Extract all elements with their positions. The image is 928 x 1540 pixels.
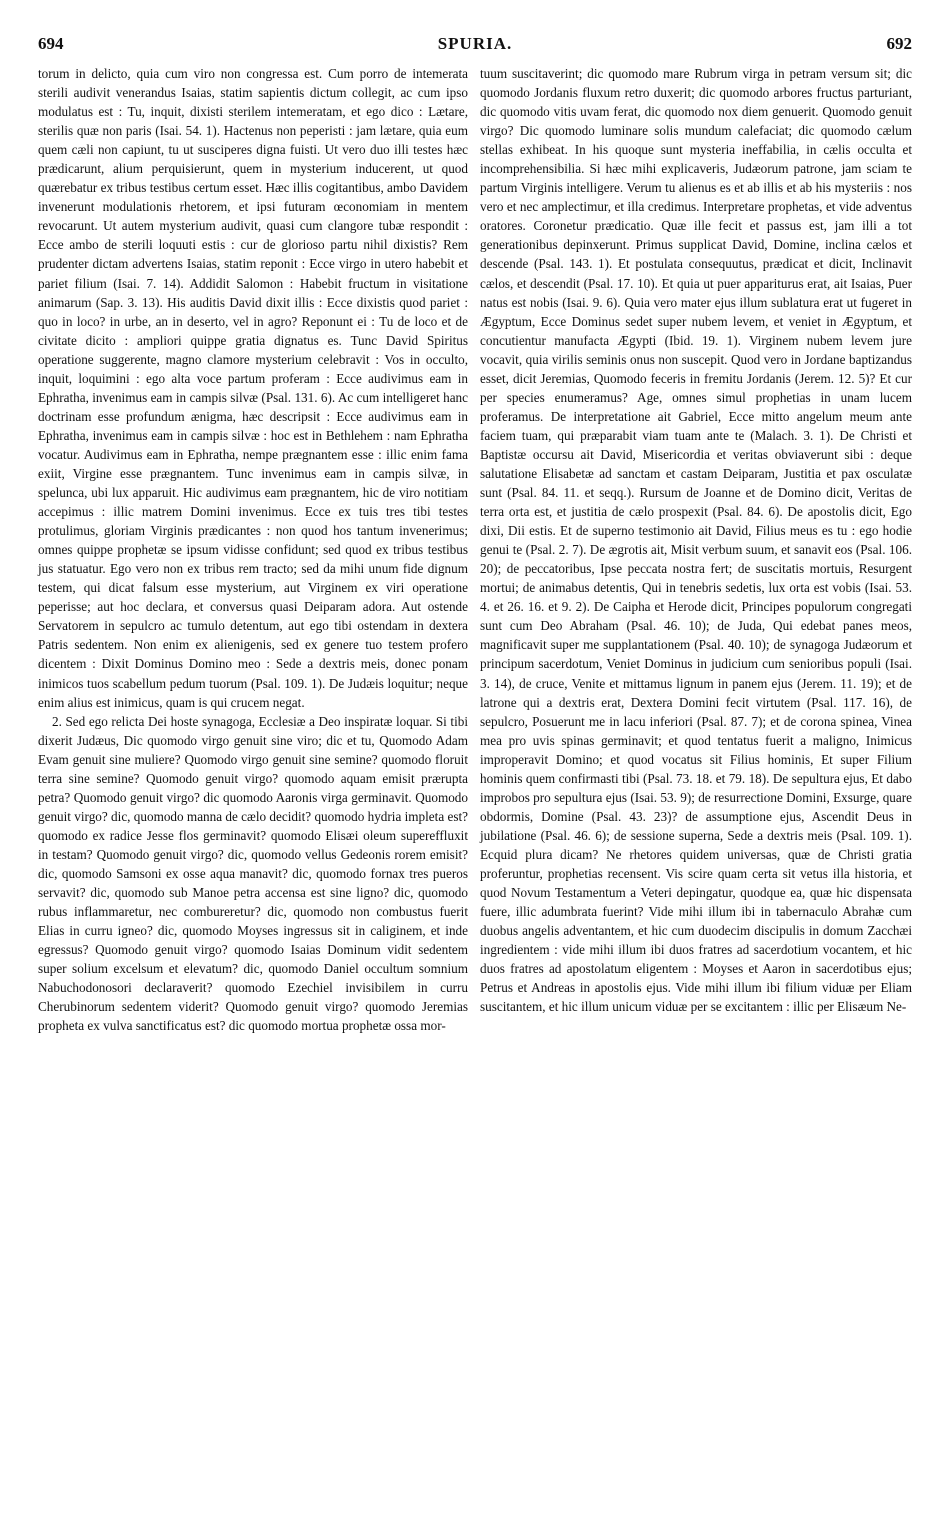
paragraph: 2. Sed ego relicta Dei hoste synagoga, Ecclesiæ a Deo inspiratæ loquar. Si tibi dixerit Judæus, Dic quomodo virgo genuit sine viro; dic et tu, Quomodo Adam Evam genuit sine muliere? Quomodo virgo genuit sine semine? quomodo floruit terra sine semine? Quomodo genuit virgo? quomodo aquam emisit prærupta petra? Quomodo genuit virgo? dic quomodo Aaronis virga germinavit. Quomodo genuit virgo? dic, quomodo manna de cælo decidit? quomodo hydria impleta est? quomodo ex radice Jesse flos germinavit? quomodo Elisæi oleum supereffluxit in testam? Quomodo genuit virgo? dic, quomodo vellus Gedeonis rorem emisit? dic, quomodo Samsoni ex osse aqua manavit? dic, quomodo fornax tres pueros servavit? dic, quomodo sub Manoe petra accensa est sine ligno? dic, quomodo rubus inflammaretur, nec combureretur? dic, quomodo non combustus fuerit Elias in curru igneo? dic, quomodo Moyses ingressus sit in caliginem, et inde egressus? Quomodo genuit virgo? quomodo Isaias Dominum vidit sedentem super solium excelsum et elevatum? dic, quomodo Daniel occultum somnium Nabuchodonosori declaraverit? quomodo Ezechiel invisibilem in curru Cherubinorum sedentem viderit? Quomodo genuit virgo? quomodo Jeremias propheta ex vulva sanctificatus est? dic quomodo mortua prophetæ ossa mor- xyxy=(38,713,468,1034)
page-number-right: 692 xyxy=(886,34,912,53)
right-column xyxy=(480,64,912,1016)
running-header xyxy=(38,34,912,56)
running-title: SPURIA. xyxy=(437,34,513,53)
left-column xyxy=(38,64,468,1035)
page-number-left: 694 xyxy=(38,34,64,53)
paragraph: tuum suscitaverint; dic quomodo mare Rubrum virga in petram versum sit; dic quomodo Jordanis fluxum retro duxerit; dic quomodo arbores fructus parturiant, dic quomodo vitis uvam ferat, dic quomodo nox diem genuerit. Quomodo genuit virgo? Dic quomodo luminare solis mundum calefaciat; dic quomodo cælum stellas exhibeat. In his quoque sunt mysteria ineffabilia, in cælis occulta et incomprehensibilia. Si hæc mihi explicaveris, Judæorum patrone, jam sciam te partum Virginis intelligere. Verum tu alienus es et ab illis et ab his mysteriis : nos vero et nec amplectimur, et illa credimus. Interpretare prophetas, et vide adventus oratores. Coronetur prædicatio. Quæ ille fecit et passus est, jam illi a tot generationibus depinxerunt. Primus supplicat David, Domine, inclina cælos et descende (Psal. 143. 1). Et postulata consequutus, prædicat et dicit, Inclinavit cælos, et descendit (Psal. 17. 10). Et quia ut puer appariturus erat, ait Isaias, Puer natus est nobis (Isai. 9. 6). Quia vero mater ejus illum sublatura erat ut fugeret in Ægyptum, Ecce Dominus sedet super nubem levem, et veniet in Ægyptum, et concutientur manufacta Ægypti (Ibid. 19. 1). Virginem nubem levem jure vocavit, quia virilis seminis onus non suscepit. Quod vero in Jordane baptizandus esset, dicit Jeremias, Quomodo feceris in fremitu Jordanis (Jerem. 12. 5)? Et cur per species enumeramus? Age, omnes simul prophetias in unam lucem proferamus. De interpretatione ait Gabriel, Ecce mitto angelum meum ante faciem tuam, qui præparabit viam tuam ante te (Malach. 3. 1). De Christi et Baptistæ occursu ait David, Misericordia et veritas obviaverunt sibi : deque salutatione Elisabetæ ad sanctam et castam Deiparam, Justitia et pax osculatæ sunt (Psal. 84. 11. et seqq.). Rursum de Joanne et de Domino dicit, Veritas de terra orta est, et justitia de cælo prospexit (Psal. 84. 6). De apostolis dicit, Ego dixi, Dii estis. Et de superno testimonio ait David, Filius meus es tu : ego hodie genui te (Psal. 2. 7). De ægrotis ait, Misit verbum suum, et sanavit eos (Psal. 106. 20); de peccatoribus, Ipse peccata nostra fert; de suscitatis mortuis, Resurgent mortui; de animabus detentis, Qui in tenebris sedetis, lux orta est vobis (Isai. 53. 4. et 26. 16. et 9. 2). De Caipha et Herode dicit, Principes populorum congregati sunt cum Deo Abraham (Psal. 46. 10); de Juda, Qui edebat panes meos, magnificavit super me supplantationem (Psal. 40. 10); de synagoga Judæorum et principum sacerdotum, Veniet Dominus in judicium cum senioribus populi (Isai. 3. 14), de cruce, Venite et mittamus lignum in panem ejus (Jerem. 11. 19); et de latrone qui a dextris erat, Dextera Domini fecit virtutem (Psal. 117. 16), de sepulcro, Posuerunt me in lacu inferiori (Psal. 87. 7); et de corona spinea, Vinea mea pro uvis spinas germinavit; et quod tentatus fuerit a maligno, Inimicus improperavit Domino; et quod vocatus sit Filius hominis, Et super Filium hominis quem confirmasti tibi (Psal. 73. 18. et 79. 18). De sepultura ejus, Et dabo improbos pro sepultura ejus (Isai. 53. 9); de resurrectione Domini, Exsurge, quare obdormis, Domine (Psal. 43. 23)? de assumptione ejus, Ascendit Deus in jubilatione (Psal. 46. 6); de sessione superna, Sede a dextris meis (Psal. 109. 1). Ecquid plura dicam? Ne rhetores quidem universas, quæ de Christi gratia proferuntur, prophetias recensent. Vis scire quam certa sit vetus illa historia, et quod Novum Testamentum a Veteri depingatur, quodque ea, quæ hic dispensata fuere, illic adumbrata fuerint? Vide mihi illum ibi in tabernaculo Abrahæ cum duobus angelis adventantem, et hic cum duodecim discipulis in domum Zacchæi ingredientem : vide mihi illum ibi duos fratres ad sacerdotium vocantem, et hic duos fratres ad apostolatum eligentem : Moyses et Aaron in sacerdotibus ejus; Petrus et Andreas in apostolis ejus. Vide mihi illum ibi filium viduæ per Eliam suscitantem, et hic illum unicum viduæ per se excitantem : illic per Elisæum Ne- xyxy=(480,66,912,1015)
paragraph: torum in delicto, quia cum viro non congressa est. Cum porro de intemerata sterili audivit venerandus Isaias, statim sapientis dictum collegit, ac cum ipso modulatus est : Tu, inquit, dixisti sterilem intemeratam, et ego dico : Lætare, sterilis quæ non paris (Isai. 54. 1). Hactenus non peperisti : jam lætare, quia eum quem cæli non capiunt, tu ut susciperes digna fuisti. Ut vero duo illi testes hæc prædicarunt, alium perquisierunt, quem in mysterium inducerent, ut quod quærebatur ex tribus testibus certum esset. Hæc illis cogitantibus, ambo Davidem invenerunt modulationis rhetorem, et ipsi futuram œconomiam in mentem revocarunt. Ut autem mysterium audivit, quasi cum clangore tubæ respondit : Ecce ambo de sterili loquuti estis : cur de glorioso partu nihil dixistis? Rem prudenter dictam advertens Isaias, statim reponit : Ecce virgo in utero habebit et pariet filium (Isai. 7. 14). Addidit Salomon : Habebit fructum in visitatione animarum (Sap. 3. 13). His auditis David dixit illis : Ecce dixistis quod pariet : quo in loco? in urbe, an in deserto, vel in agro? Reponunt ei : Tu de loco et de civitate dicito : ampliori quippe gratia dignatus es. Tunc David Spiritus operatione suggerente, magno clamore mysterium celebravit : Vos in occulto, inquit, loquimini : ego alta voce partum proferam : Ecce audivimus eam in Ephratha, invenimus eam in campis silvæ (Psal. 131. 6). Ac cum intelligeret hanc doctrinam esse profundum ænigma, hæc descripsit : Ecce audivimus eam in Ephratha, invenimus eam in campis silvæ : hoc est in Bethlehem : nam Ephratha vocatur. Audivimus eam in Ephratha, nempe prægnantem esse : illic enim fama exiit, Virgine esse prægnantem. Tunc invenimus eam in campis silvæ, in spelunca, ubi lux apparuit. Hic audivimus eam prægnantem, hic de viro notitiam accepimus : illic matrem Domini invenimus. Ecce ex tuis tres tibi testes protulimus, gloriam Virginis prædicantes : non quod hos tantum invenerimus; omnes quippe prophetæ se ipsum vidisse confidunt; sed quod ex tribus testibus jus statuatur. Ego vero non ex tribus rem tracto; sed da mihi unum fide dignum testem, qui dicat falsum esse mysterium, aut Virginem ex viri operatione peperisse; aut hoc declara, et conversus quasi Deiparam adora. Aut ostende Servatorem in sepulcro ac tumulo detentum, aut ego tibi ostendam in dextera Patris sedentem. Non enim ex alienigenis, sed ex genere tuo testem profero dicentem : Dixit Dominus Domino meo : Sede a dextris meis, donec ponam inimicos tuos scabellum pedum tuorum (Psal. 109. 1). De Judæis loquitur; neque enim alius est inimicus, quam is qui crucem negat. xyxy=(38,66,468,710)
